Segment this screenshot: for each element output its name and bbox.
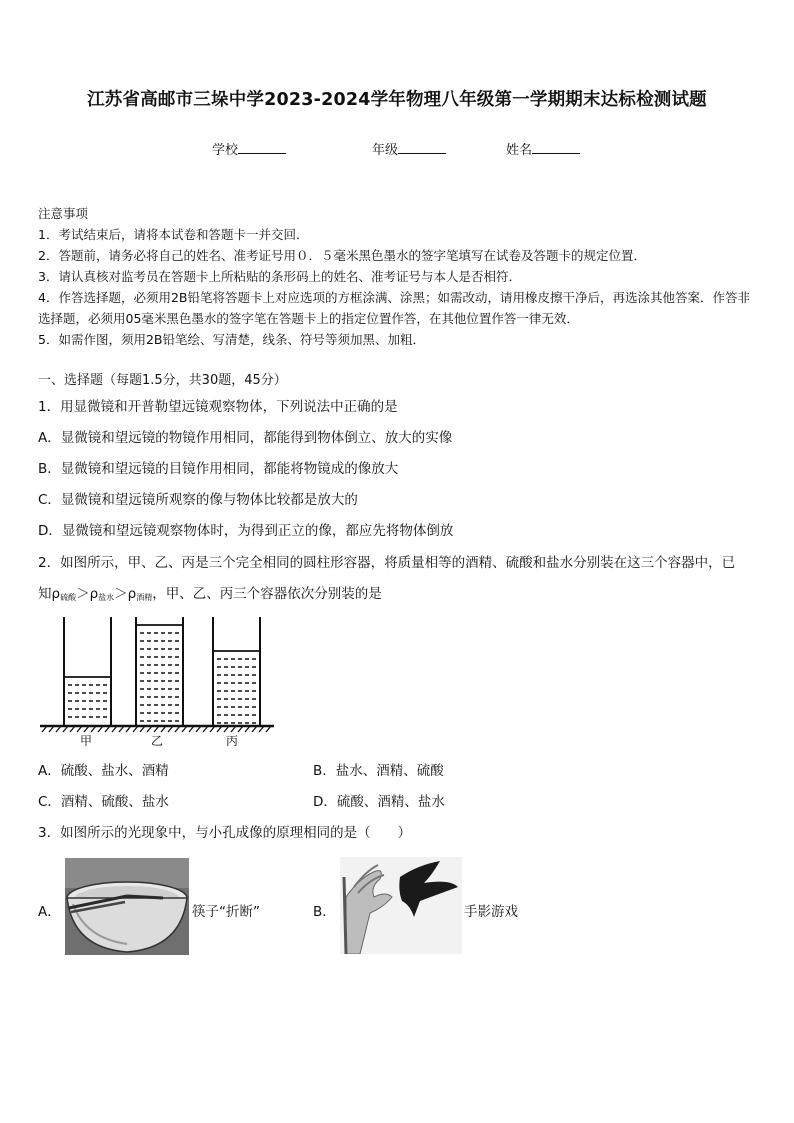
container-bing — [213, 617, 260, 726]
page-title: 江苏省高邮市三垛中学2023-2024学年物理八年级第一学期期末达标检测试题 — [87, 90, 707, 110]
label-jia: 甲 — [80, 734, 93, 748]
school-blank[interactable] — [238, 141, 286, 154]
gt-rho: ＞ρ — [76, 586, 99, 602]
q3-option-a-caption: 筷子“折断” — [192, 904, 260, 920]
notice-item: 1．考试结束后，请将本试卷和答题卡一并交回． — [38, 227, 309, 242]
school-label: 学校 — [212, 143, 239, 158]
container-yi — [136, 617, 183, 726]
q2-option-a[interactable]: A．硫酸、盐水、酒精 — [38, 763, 169, 779]
grade-label: 年级 — [372, 143, 399, 158]
question-2-stem-line1: 2．如图所示，甲、乙、丙是三个完全相同的圆柱形容器，将质量相等的酒精、硫酸和盐水分别装在这三个容器中，已 — [38, 555, 736, 571]
grade-blank[interactable] — [398, 141, 446, 154]
q1-option-b[interactable]: B．显微镜和望远镜的目镜作用相同，都能将物镜成的像放大 — [38, 461, 399, 477]
rho-sub-alcohol: 酒精 — [136, 593, 153, 602]
notice-item: 5．如需作图，须用2B铅笔绘、写清楚，线条、符号等须加黑、加粗． — [38, 332, 425, 347]
section-heading: 一、选择题（每题1.5分，共30题，45分） — [38, 373, 287, 388]
q2-option-b[interactable]: B．盐水、酒精、硫酸 — [313, 763, 444, 779]
q1-option-a[interactable]: A．显微镜和望远镜的物镜作用相同，都能得到物体倒立、放大的实像 — [38, 430, 453, 446]
grade-field — [372, 139, 446, 158]
notice-item: 2．答题前，请务必将自己的姓名、准考证号用０．５毫米黑色墨水的签字笔填写在试卷及答题卡的规定位置． — [38, 248, 646, 263]
cylinder-containers-figure — [38, 613, 276, 749]
label-yi: 乙 — [151, 734, 164, 748]
gt-rho: ＞ρ — [114, 586, 137, 602]
question-2-stem-suffix: ，甲、乙、丙三个容器依次分别装的是 — [152, 586, 382, 602]
name-label: 姓名 — [506, 143, 533, 158]
notice-item: 3．请认真核对监考员在答题卡上所粘贴的条形码上的姓名、准考证号与本人是否相符． — [38, 269, 521, 284]
question-2-stem-line2 — [38, 582, 382, 603]
q3-option-b-letter[interactable]: B． — [313, 904, 336, 920]
q1-option-d[interactable]: D．显微镜和望远镜观察物体时，为得到正立的像，都应先将物体倒放 — [38, 523, 454, 539]
chopsticks-bowl-image — [65, 858, 189, 955]
question-1-stem: 1．用显微镜和开普勒望远镜观察物体，下列说法中正确的是 — [38, 399, 398, 415]
question-3-stem: 3．如图所示的光现象中，与小孔成像的原理相同的是（ ） — [38, 825, 412, 841]
name-blank[interactable] — [532, 141, 580, 154]
q2-option-c[interactable]: C．酒精、硫酸、盐水 — [38, 794, 169, 810]
q2-option-d[interactable]: D．硫酸、酒精、盐水 — [313, 794, 445, 810]
rho-symbol: 知ρ — [38, 586, 61, 602]
notice-heading: 注意事项 — [38, 206, 89, 221]
hand-shadow-image — [340, 857, 462, 954]
notice-section — [38, 203, 758, 350]
rho-sub-brine: 盐水 — [98, 593, 115, 602]
q1-option-c[interactable]: C．显微镜和望远镜所观察的像与物体比较都是放大的 — [38, 492, 358, 508]
container-jia — [64, 617, 111, 726]
q3-option-b-caption: 手影游戏 — [464, 904, 518, 920]
q3-option-a-letter[interactable]: A． — [38, 904, 61, 920]
school-field — [212, 139, 286, 158]
name-field — [506, 139, 580, 158]
notice-item: 4．作答选择题，必须用2B铅笔将答题卡上对应选项的方框涂满、涂黑；如需改动，请用橡皮擦干净后，再选涂其他答案．作答非选择题，必须用05毫米黑色墨水的签字笔在答题卡上的指定位置作答，在其他位置作答一律无效． — [38, 290, 750, 326]
label-bing: 丙 — [226, 734, 239, 748]
rho-sub-sulfuric: 硫酸 — [60, 593, 77, 602]
